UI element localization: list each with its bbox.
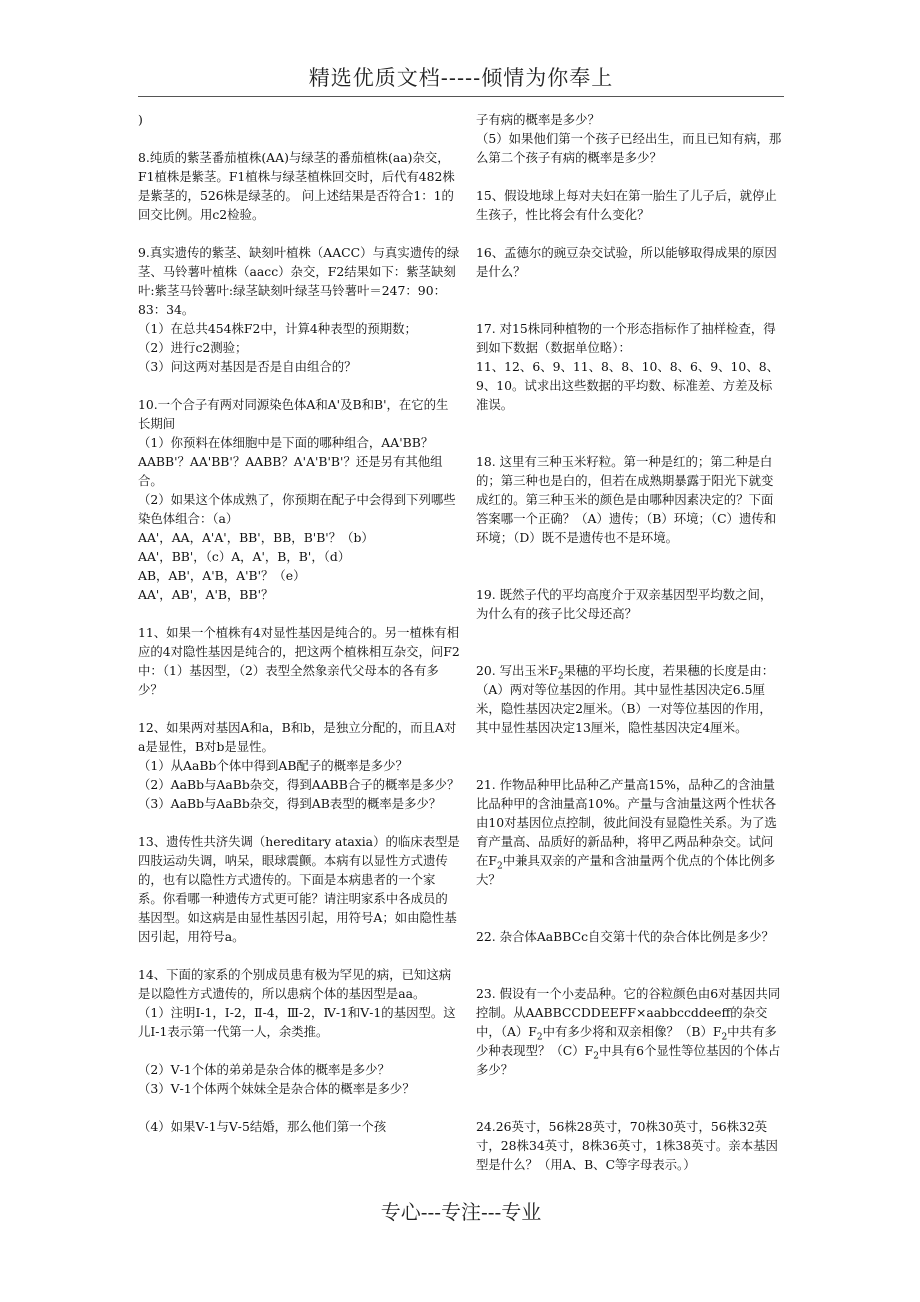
question-20-text-a: 20. 写出玉米F <box>476 663 558 678</box>
question-13: 13、遗传性共济失调（hereditary ataxia）的临床表型是四肢运动失调，呐呆，眼球震颤。本病有以显性方式遗传的，也有以隐性方式遗传的。下面是本病患者的一个家系。你看哪一种遗传方式更可能？请注明家系中各成员的基因型。如这病是由显性基因引起，用符号A；如由隐性基因引起，用符号a。 <box>138 834 460 944</box>
question-17: 17. 对15株同种植物的一个形态指标作了抽样检查，得到如下数据（数据单位略）： 11、12、6、9、11、8、8、10、8、6、9、10、8、9、10。试求出这些数据的平均数、标准差、方差及标准误。 <box>476 321 779 412</box>
continuation-text: ) <box>138 112 143 127</box>
f2-subscript: 2 <box>497 861 503 872</box>
question-19: 19. 既然子代的平均高度介于双亲基因型平均数之间，为什么有的孩子比父母还高？ <box>476 587 773 621</box>
question-9: 9.真实遗传的紫茎、缺刻叶植株（AACC）与真实遗传的绿茎、马铃薯叶植株（aacc）杂交，F2结果如下：紫茎缺刻叶:紫茎马铃薯叶:绿茎缺刻叶绿茎马铃薯叶＝247：90：83：34。 （1）在总共454株F2中，计算4种表型的预期数； （2）进行c2测验； （3）问这两对基因是否是自由组合的？ <box>138 245 460 374</box>
question-8: 8.纯质的紫茎番茄植株(AA)与绿茎的番茄植株(aa)杂交，F1植株是紫茎。F1植株与绿茎植株回交时，后代有482株是紫茎的，526株是绿茎的。 问上述结果是否符合1：1的回交比例。用c2检验。 <box>138 150 455 222</box>
question-15: 15、假设地球上每对夫妇在第一胎生了儿子后，就停止生孩子，性比将会有什么变化？ <box>476 188 777 222</box>
page-footer: 专心---专注---专业 <box>380 1200 542 1224</box>
question-21 <box>476 775 782 889</box>
question-20 <box>476 661 782 737</box>
question-20-text-b: 果穗的平均长度，若果穗的长度是由：（A）两对等位基因的作用。其中显性基因决定6.5厘米，隐性基因决定2厘米。（B）一对等位基因的作用，其中显性基因决定13厘米，隐性基因决定4厘米。 <box>476 663 775 735</box>
question-23-text-a: 23. 假设有一个小麦品种。它的谷粒颜色由6对基因共同控制。从AABBCCDDEEFF×aabbccddeeff的杂交中，（A）F <box>476 986 781 1039</box>
f2-subscript: 2 <box>536 1032 543 1043</box>
question-10: 10.一个合子有两对同源染色体A和A'及B和B'，在它的生长期间 （1）你预料在体细胞中是下面的哪种组合，AA'BB？AABB'？AA'BB'？AABB？A'A'B'B'？还是另有其他组合。 （2）如果这个体成熟了，你预期在配子中会得到下列哪些染色体组合：（a） AA'，AA，A'A'，BB'，BB，B'B'？（b） AA'，BB'，（c）A，A'，B，B'，（d） AB，AB'，A'B，A'B'？（e） AA'，AB'，A'B，BB'？ <box>138 397 456 602</box>
header-divider <box>138 96 784 97</box>
question-21-text-a: 21. 作物品种甲比品种乙产量高15%，品种乙的含油量比品种甲的含油量高10%。产量与含油量这两个性状各由10对基因位点控制，彼此间没有显隐性关系。为了选育产量高、品质好的新品种，将甲乙两品种杂交。试问在F <box>476 777 777 868</box>
left-column <box>138 110 460 1136</box>
question-24: 24.26英寸，56株28英寸，70株30英寸，56株32英寸，28株34英寸，8株36英寸，1株38英寸。亲本基因型是什么？（用A、B、C等字母表示。） <box>476 1119 778 1172</box>
question-23-text-b: 中有多少将和双亲相像？（B）F <box>542 1024 722 1039</box>
question-14-part-4: （4）如果Ⅴ-1与Ⅴ-5结婚，那么他们第一个孩 <box>138 1119 387 1134</box>
question-22: 22. 杂合体AaBBCc自交第十代的杂合体比例是多少？ <box>476 929 774 944</box>
question-11: 11、如果一个植株有4对显性基因是纯合的。另一植株有相应的4对隐性基因是纯合的，把这两个植株相互杂交，问F2中：（1）基因型，（2）表型全然象亲代父母本的各有多少？ <box>138 625 460 697</box>
question-23-text-d: 中具有6个显性等位基因的个体占多少？ <box>476 1043 781 1077</box>
question-23 <box>476 984 782 1079</box>
question-18: 18. 这里有三种玉米籽粒。第一种是红的；第二种是白的；第三种也是白的，但若在成熟期暴露于阳光下就变成红的。第三种玉米的颜色是由哪种因素决定的？下面答案哪一个正确？（A）遗传；（B）环境；（C）遗传和环境；（D）既不是遗传也不是环境。 <box>476 454 777 545</box>
page-header: 精选优质文档-----倾情为你奉上 <box>308 66 614 90</box>
question-14-continuation: 子有病的概率是多少？ （5）如果他们第一个孩子已经出生，而且已知有病，那么第二个孩子有病的概率是多少？ <box>476 112 782 165</box>
f2-subscript: 2 <box>593 1051 599 1062</box>
f2-subscript: 2 <box>557 671 564 682</box>
question-21-text-b: 中兼具双亲的产量和含油量两个优点的个体比例多大？ <box>476 853 776 887</box>
question-14: 14、下面的家系的个别成员患有极为罕见的病，已知这病是以隐性方式遗传的，所以患病个体的基因型是aa。 （1）注明Ⅰ-1，Ⅰ-2，Ⅱ-4，Ⅲ-2，Ⅳ-1和Ⅴ-1的基因型。这儿Ⅰ-1表示第一代第一人，余类推。 <box>138 967 456 1039</box>
question-16: 16、孟德尔的豌豆杂交试验，所以能够取得成果的原因是什么？ <box>476 245 777 279</box>
question-14-parts-2-3: （2）Ⅴ-1个体的弟弟是杂合体的概率是多少？ （3）Ⅴ-1个体两个妹妹全是杂合体的概率是多少？ <box>138 1062 415 1096</box>
f2-subscript: 2 <box>721 1032 728 1043</box>
right-column <box>476 110 782 1174</box>
question-12: 12、如果两对基因A和a，B和b，是独立分配的，而且A对a是显性，B对b是显性。 （1）从AaBb个体中得到AB配子的概率是多少？ （2）AaBb与AaBb杂交，得到AABB合子的概率是多少？ （3）AaBb与AaBb杂交，得到AB表型的概率是多少？ <box>138 720 460 811</box>
question-23-text-c: 中共有多少种表现型？（C）F <box>476 1024 777 1058</box>
